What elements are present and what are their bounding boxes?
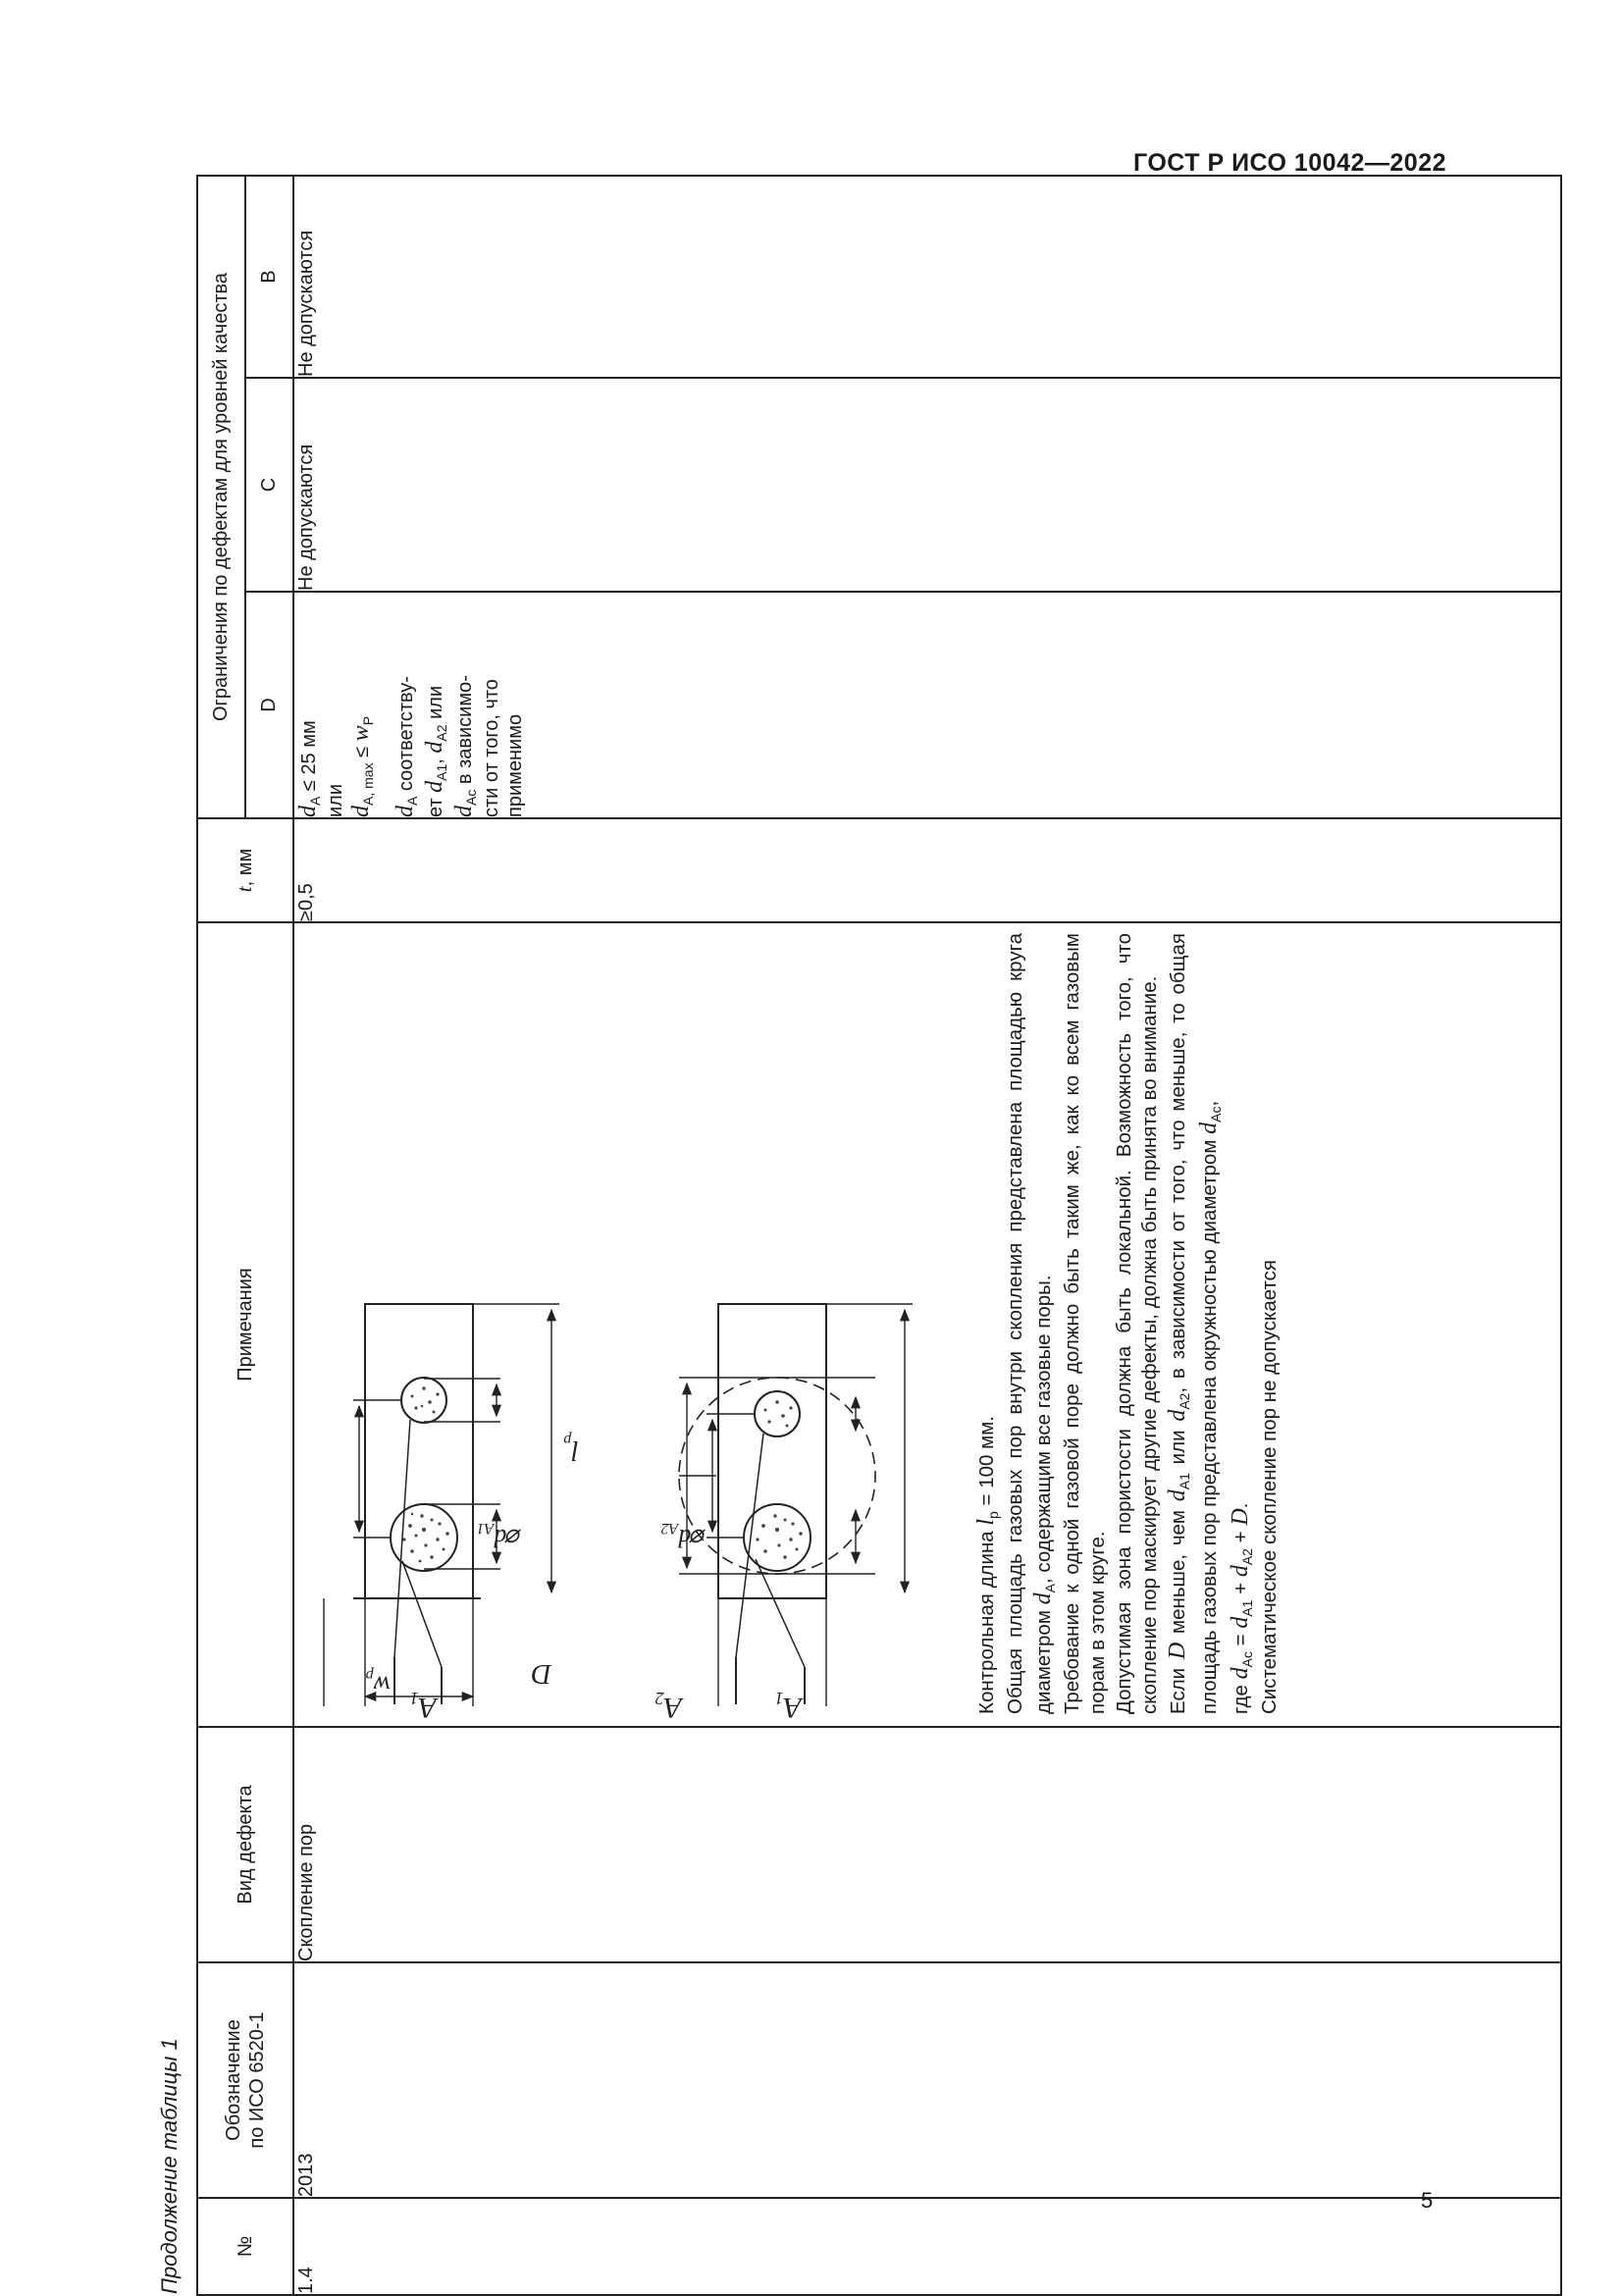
defects-table xyxy=(196,175,1562,2296)
label-a2-fig1: $A_2$ xyxy=(654,1689,682,1724)
label-a1-fig2: $A_1$ xyxy=(774,1689,802,1724)
page-number: 5 xyxy=(1421,2188,1434,2213)
row-level-d: $d_A \le 25$ мм или $d_{A, max} \le w_P$ $d_A$ соответству- ет $d_{A1}$, $d_{A2}$ или $d_{Ac}$ в зависимо- сти от того, что применимо xyxy=(293,592,1561,818)
note-single-pore: Требование к одной газовой поре должно быть таким же, как ко всем газовым порам в этом круге. xyxy=(1061,933,1110,1714)
header-iso-line1: Обозначение xyxy=(222,2019,244,2141)
row-iso-code: 2013 xyxy=(293,1962,1561,2198)
header-level-c: C xyxy=(245,378,293,592)
row-level-c: Не допускаются xyxy=(293,378,1561,592)
row-level-b: Не допускаются xyxy=(293,176,1561,378)
row-thickness: ≥0,5 xyxy=(293,818,1561,922)
row-notes xyxy=(293,922,1561,1727)
thickness-unit: мм xyxy=(235,848,257,876)
header-defect-type: Вид дефекта xyxy=(197,1727,293,1962)
label-d-fig1: D xyxy=(531,1658,551,1689)
note-distance-rule: Если D меньше, чем $d_{A1}$ или $d_{A2}$, в зависимости от того, что меньше, то общая площадь газовых пор представлена окружностью диаметром $d_{Ac}$, xyxy=(1165,932,1225,1714)
note-local-zone: Допустимая зона пористости должна быть локальной. Возможность того, что скопление пор маскирует другие дефекты, должна быть принята во внимание. xyxy=(1112,933,1161,1714)
label-a1-fig1: $A_1$ xyxy=(409,1689,437,1724)
pore-dots-2 xyxy=(756,1400,802,1559)
row-defect-type: Скопление пор xyxy=(293,1727,1561,1962)
label-da2-fig1: $⌀d_{A2}$ xyxy=(660,1520,707,1552)
header-limits-group: Ограничения по дефектам для уровней качества xyxy=(197,176,245,818)
weld-zone-rect-1 xyxy=(365,1304,473,1598)
header-level-d: D xyxy=(245,592,293,818)
document-header: ГОСТ Р ИСО 10042—2022 xyxy=(1133,149,1446,177)
header-notes: Примечания xyxy=(197,922,293,1727)
pore-cluster-a2-fig2 xyxy=(755,1391,800,1436)
thickness-symbol: t xyxy=(233,886,257,893)
header-num: № xyxy=(197,2198,293,2295)
weld-zone-rect-2 xyxy=(718,1304,826,1598)
note-systematic: Систематическое скопление пор не допускается xyxy=(1258,1260,1282,1714)
header-iso xyxy=(197,1962,293,2198)
header-level-b: B xyxy=(245,176,293,378)
notes-text xyxy=(971,933,1283,1714)
note-formula: где $d_{Ac} = d_{A1} + d_{A2} + D$. xyxy=(1228,1502,1256,1714)
note-total-area: Общая площадь газовых пор внутри скопления представлена площадью круга диаметром $d_A$, содержащим все газовые поры. xyxy=(1004,933,1059,1714)
label-wp-fig1: $w_p$ xyxy=(365,1667,391,1699)
header-iso-line2: по ИСО 6520-1 xyxy=(246,2011,268,2149)
pore-cluster-figure xyxy=(294,923,962,1726)
header-thickness: t, мм xyxy=(197,818,293,922)
label-lp-fig1: $l_p$ xyxy=(563,1432,579,1465)
pore-cluster-a2 xyxy=(401,1378,446,1423)
row-num: 1.4 xyxy=(293,2198,1561,2295)
rotated-table-area xyxy=(157,177,1561,2296)
label-da1-fig1: $⌀d_{A1}$ xyxy=(476,1520,522,1552)
table-caption: Продолжение таблицы 1 xyxy=(157,2038,182,2294)
note-reference-length: Контрольная длина $l_p = 100$ мм. xyxy=(973,1416,1002,1714)
